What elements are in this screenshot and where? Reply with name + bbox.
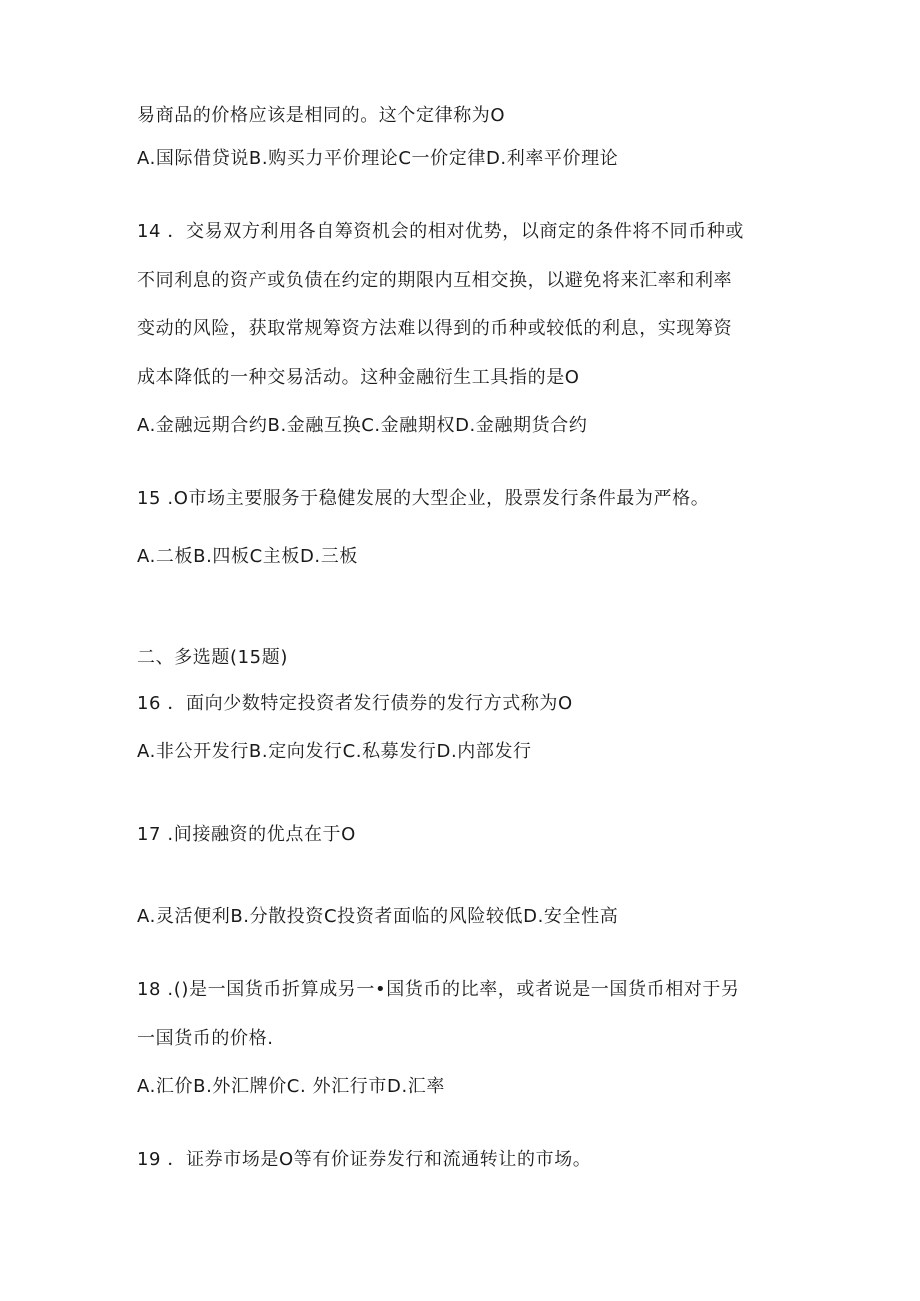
q18-stem-line-2: 一国货币的价格. — [137, 1028, 274, 1049]
q14-stem-line-1: 14 ．交易双方利用各自筹资机会的相对优势，以商定的条件将不同币种或 — [137, 221, 745, 242]
q14-stem-line-3: 变动的风险，获取常规筹资方法难以得到的币种或较低的利息，实现筹资 — [137, 318, 733, 339]
q19-stem: 19 ．证券市场是O等有价证券发行和流通转让的市场。 — [137, 1149, 592, 1170]
q13-options: A.国际借贷说B.购买力平价理论C一价定律D.利率平价理论 — [137, 148, 619, 169]
q17-options: A.灵活便利B.分散投资C投资者面临的风险较低D.安全性高 — [137, 906, 619, 927]
q15-stem: 15 .O市场主要服务于稳健发展的大型企业，股票发行条件最为严格。 — [137, 488, 710, 509]
q17-stem: 17 .间接融资的优点在于O — [137, 824, 356, 845]
q16-stem: 16 ．面向少数特定投资者发行债券的发行方式称为O — [137, 693, 573, 714]
q18-stem-line-1: 18 .()是一国货币折算成另一•国货币的比率，或者说是一国货币相对于另 — [137, 979, 740, 1000]
q16-options: A.非公开发行B.定向发行C.私募发行D.内部发行 — [137, 741, 532, 762]
q15-options: A.二板B.四板C主板D.三板 — [137, 546, 358, 567]
q14-stem-line-4: 成本降低的一种交易活动。这种金融衍生工具指的是O — [137, 367, 580, 388]
q18-options: A.汇价B.外汇牌价C. 外汇行市D.汇率 — [137, 1076, 445, 1097]
q14-stem-line-2: 不同利息的资产或负债在约定的期限内互相交换，以避免将来汇率和利率 — [137, 270, 733, 291]
q14-options: A.金融远期合约B.金融互换C.金融期权D.金融期货合约 — [137, 415, 588, 436]
q13-stem-tail: 易商品的价格应该是相同的。这个定律称为O — [137, 105, 506, 126]
section-heading-multiple-choice: 二、多选题(15题) — [137, 647, 288, 668]
